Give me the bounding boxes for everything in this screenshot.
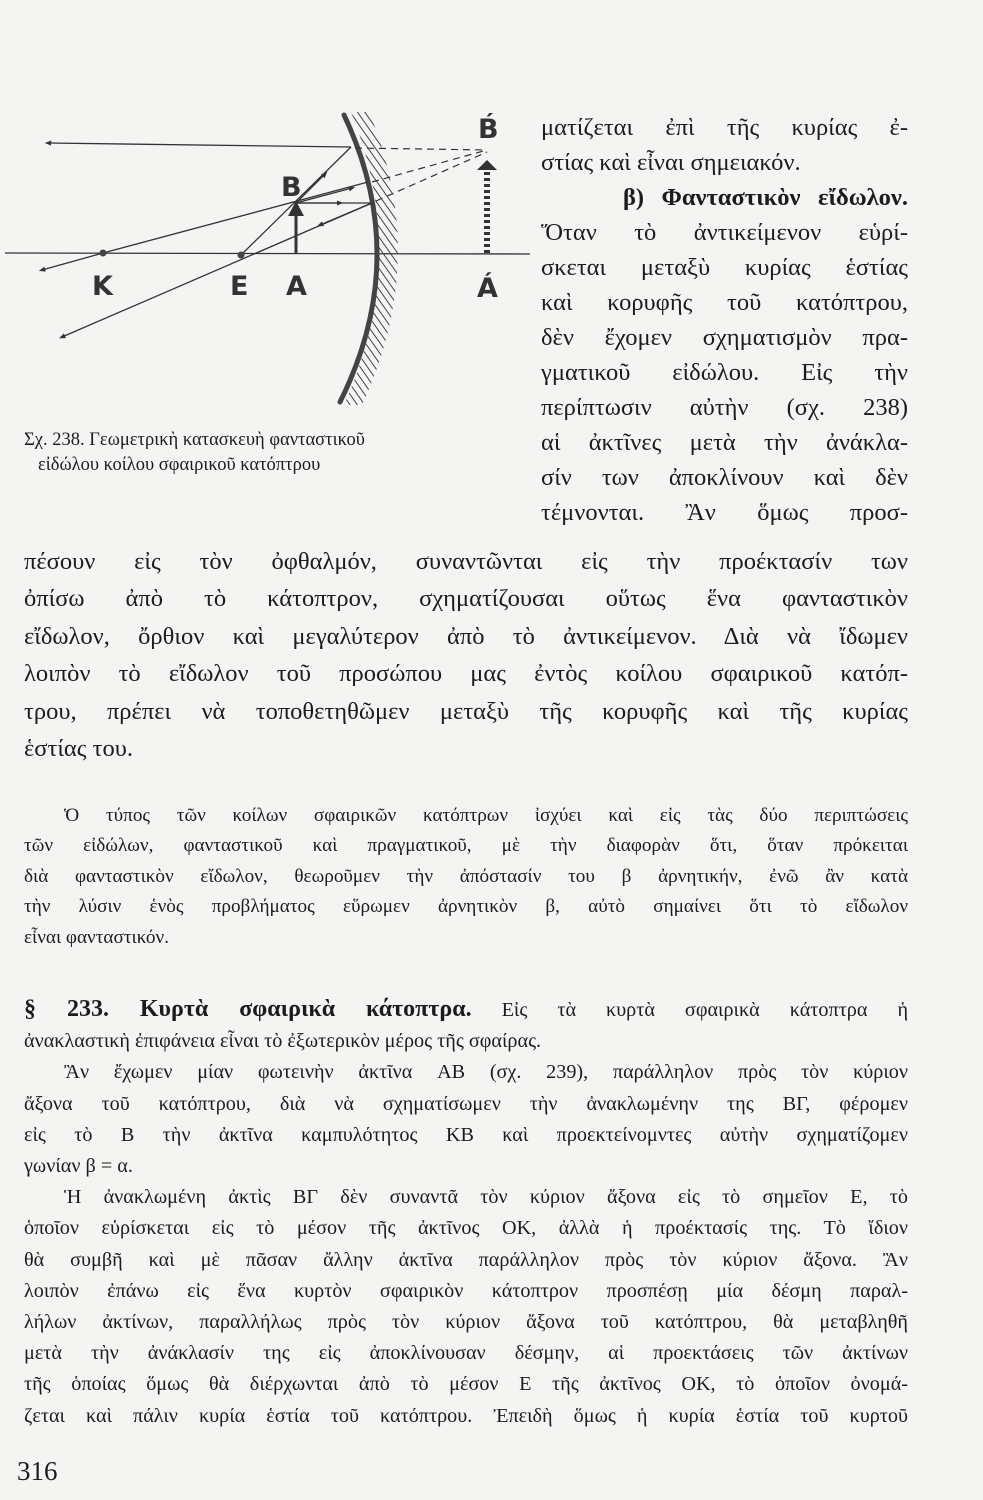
rays <box>42 143 372 337</box>
text-line: πέσουν εἰς τὸν ὀφθαλμόν, συναντῶνται εἰς τὴν προέκτασίν των <box>24 548 908 575</box>
section-heading-line <box>24 994 908 1026</box>
text-line: αἱ ἀκτῖνες μετὰ τὴν ἀνάκλα- <box>541 429 908 456</box>
text-line: εἶναι φανταστικόν. <box>24 926 170 948</box>
text-line: ὁποῖον εὑρίσκεται εἰς τὸ μέσον τῆς ἀκτῖνος OK, ἀλλὰ ἡ προέκτασίς της. Τὸ ἴδιον <box>24 1217 908 1240</box>
text-line: σκεται μεταξὺ κυρίας ἑστίας <box>541 254 908 281</box>
text-line: τὴν λύσιν ἑνὸς προβλήματος εὕρωμεν ἀρνητικὸν β, αὐτὸ σημαίνει ὅτι τὸ εἴδωλον <box>24 896 908 918</box>
text-line: λήλων ἀκτίνων, παραλλήλως πρὸς τὸν κύριον ἄξονα τοῦ κατόπτρου, θὰ μεταβληθῆ <box>24 1311 908 1334</box>
point-k <box>100 250 107 257</box>
paragraph-mirror-formula-note <box>24 801 908 953</box>
text-line: ματίζεται ἐπὶ τῆς κυρίας ἐ- <box>541 114 908 141</box>
text-line: Ἂν ἔχωμεν μίαν φωτεινὴν ἀκτῖνα AB (σχ. 239), παράλληλον πρὸς τὸν κύριον <box>64 1061 908 1084</box>
caption-line: Σχ. 238. Γεωμετρικὴ κατασκευὴ φανταστικοῦ <box>24 430 365 450</box>
label-a-prime: Á <box>477 273 498 304</box>
text-line: ὀπίσω ἀπὸ τὸ κάτοπτρον, σχηματίζουσαι οὕτως ἕνα φανταστικὸν <box>24 585 908 613</box>
text-line: ζεται καὶ πάλιν κυρία ἑστία τοῦ κατόπτρου. Ἐπειδὴ ὅμως ἡ κυρία ἑστία τοῦ κυρτοῦ <box>24 1404 908 1427</box>
label-k: K <box>92 271 113 302</box>
text-line: λοιπὸν τὸ εἴδωλον τοῦ προσώπου μας ἐντὸς κοίλου σφαιρικοῦ κατόπ- <box>24 660 908 688</box>
text-line: Ἡ ἀνακλωμένη ἀκτὶς BΓ δὲν συναντᾶ τὸν κύριον ἄξονα εἰς τὸ σημεῖον E, τὸ <box>64 1186 908 1209</box>
point-e <box>238 252 245 259</box>
text-line: ἀνακλαστικὴ ἐπιφάνεια εἶναι τὸ ἐξωτερικὸν μέρος τῆς σφαίρας. <box>24 1030 542 1053</box>
text-line: περίπτωσιν αὐτὴν (σχ. 238) <box>541 394 908 421</box>
text-line: καὶ κορυφῆς τοῦ κατόπτρου, <box>541 289 908 316</box>
text-line: μετὰ τὴν ἀνάκλασίν της εἰς ἀποκλίνουσαν δέσμην, αἱ προεκτάσεις τῶν ἀκτίνων <box>24 1342 908 1365</box>
text-line: τέμνονται. Ἂν ὅμως προσ- <box>541 499 908 526</box>
mirror <box>340 112 398 405</box>
section-body <box>24 1026 908 1432</box>
text-line: β) Φανταστικὸν εἴδωλον. <box>623 184 908 211</box>
object-arrow <box>288 201 304 253</box>
text-line: τρου, πρέπει νὰ τοποθετηθῶμεν μεταξὺ τῆς κορυφῆς καὶ τῆς κυρίας <box>24 697 908 725</box>
concave-mirror-virtual-image-diagram <box>0 100 540 420</box>
figure-caption <box>24 428 494 478</box>
text-line: τῶν εἰδώλων, φανταστικοῦ καὶ πραγματικοῦ, μὲ τὴν διαφορὰν ὅτι, ὅταν πρόκειται <box>24 835 908 857</box>
text-line: εἰς τὸ B τὴν ἀκτῖνα καμπυλότητος KB καὶ προεκτείνομντες αὐτὴν σχηματίζομεν <box>24 1123 908 1146</box>
section-heading-rest: Εἰς τὰ κυρτὰ σφαιρικὰ κάτοπτρα ἡ <box>471 999 908 1021</box>
text-line: στίας καὶ εἶναι σημειακόν. <box>541 149 801 176</box>
text-line: λοιπὸν ἐπάνω εἰς ἕνα κυρτὸν σφαιρικὸν κάτοπτρον προσπέσῃ μία δέσμη παραλ- <box>24 1279 908 1302</box>
label-b-prime: B́ <box>478 114 499 145</box>
principal-axis <box>5 253 530 254</box>
section-233 <box>24 994 908 1432</box>
text-line: Ὁ τύπος τῶν κοίλων σφαιρικῶν κατόπτρων ἰσχύει καὶ εἰς τὰς δύο περιπτώσεις <box>64 805 908 826</box>
text-line: θὰ συμβῆ καὶ μὲ πᾶσαν ἄλλην ἀκτῖνα παράλληλον πρὸς τὸν κύριον ἄξονα. Ἂν <box>24 1248 908 1271</box>
right-column-text <box>541 110 908 530</box>
text-line: γωνίαν β = α. <box>24 1155 133 1178</box>
label-e: E <box>230 271 249 302</box>
text-line: τῆς ὁποίας ὅμως θὰ διέρχωνται ἀπὸ τὸ μέσον E τῆς ἀκτῖνος OK, τὸ ὁποῖον ὀνομά- <box>24 1373 908 1396</box>
text-line: Ὅταν τὸ ἀντικείμενον εὑρί- <box>541 219 908 246</box>
text-line: διὰ φανταστικὸν εἴδωλον, θεωροῦμεν τὴν ἀπόστασίν του β ἀρνητικήν, ἐνῶ ἂν κατὰ <box>24 865 908 887</box>
text-line: γματικοῦ εἰδώλου. Εἰς τὴν <box>541 359 908 386</box>
section-heading: § 233. Κυρτὰ σφαιρικὰ κάτοπτρα. <box>24 996 472 1022</box>
text-line: ἑστίας του. <box>24 735 133 763</box>
page-number: 316 <box>17 1456 58 1486</box>
label-a: A <box>286 271 307 302</box>
text-line: σίν των ἀποκλίνουν καὶ δὲν <box>541 464 908 491</box>
text-line: εἴδωλον, ὄρθιον καὶ μεγαλύτερον ἀπὸ τὸ ἀντικείμενον. Διὰ νὰ ἴδωμεν <box>24 622 908 650</box>
virtual-image-arrow <box>477 160 497 253</box>
text-line: δὲν ἔχομεν σχηματισμὸν πρα- <box>541 324 908 351</box>
caption-line: εἰδώλου κοίλου σφαιρικοῦ κατόπτρου <box>38 455 321 475</box>
paragraph-virtual-image <box>24 543 908 767</box>
label-b: B <box>281 172 302 203</box>
text-line: ἄξονα τοῦ κατόπτρου, διὰ νὰ σχηματίσωμεν τὴν ἀνακλωμένην της BΓ, φέρομεν <box>24 1092 908 1115</box>
